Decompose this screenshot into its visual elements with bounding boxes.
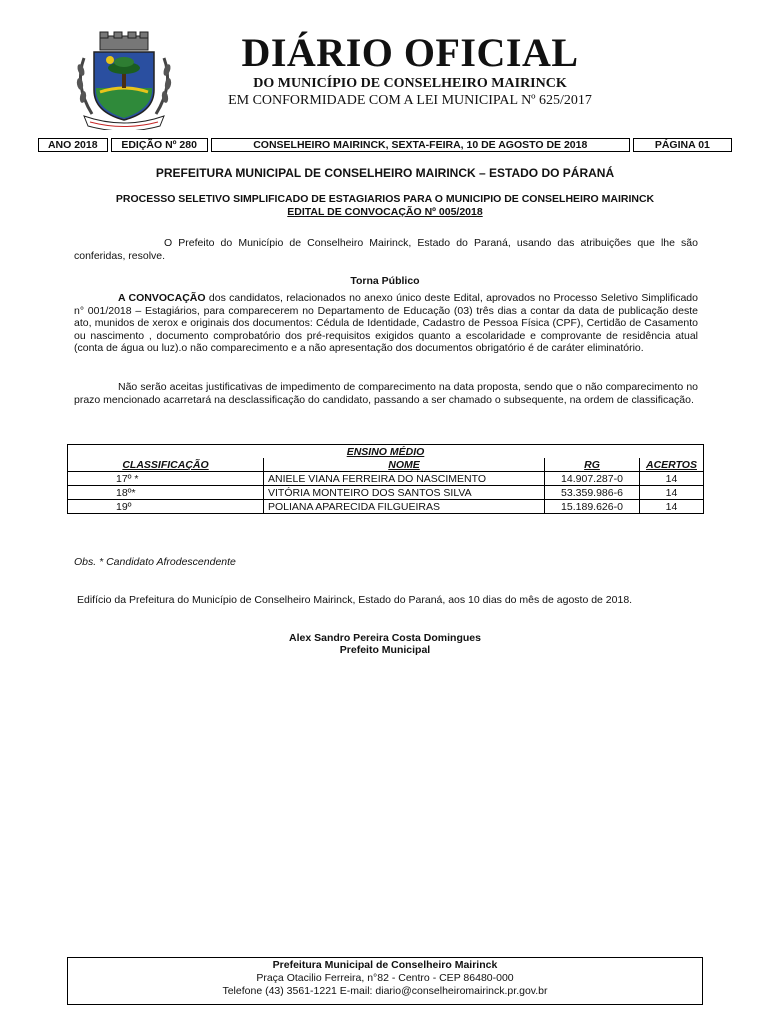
- process-title: PROCESSO SELETIVO SIMPLIFICADO DE ESTAGIARIOS PARA O MUNICIPIO DE CONSELHEIRO MAIRINCK: [115, 193, 655, 205]
- masthead: [200, 32, 620, 109]
- cell-acertos: 14: [640, 500, 704, 514]
- table-row: [68, 472, 704, 486]
- edition-info-bar: [38, 138, 732, 151]
- header-classificacao: CLASSIFICAÇÃO: [68, 458, 264, 472]
- edition-cell: EDIÇÃO Nº 280: [111, 138, 208, 152]
- candidates-table: [67, 444, 704, 514]
- cell-nome: ANIELE VIANA FERREIRA DO NASCIMENTO: [264, 472, 545, 486]
- footer-address: Praça Otacilio Ferreira, n°82 - Centro - CEP 86480-000: [256, 972, 514, 984]
- convocation-text: dos candidatos, relacionados no anexo único deste Edital, aprovados no Processo Seletivo Simplificado n° 001/2018 – Estagiários, para comparecerem no Departamento de Educação (03) três dias a contar da data de publicação deste ato, munidos de xerox e originais dos documentos: Cédula de Identidade, Cadastro de Pessoa Física (CPF), Certidão de Casamento ou nascimento , documento comprobatório dos pré-requisitos exigidos quanto a escolaridade e comprovante de residência atual (conta de água ou luz).o não comparecimento e a não apresentação dos documentos obrigatório é de caráter eliminatório.: [74, 292, 698, 355]
- newspaper-title: DIÁRIO OFICIAL: [241, 30, 579, 75]
- cell-classificacao: 18º*: [68, 486, 264, 500]
- header-nome: NOME: [264, 458, 545, 472]
- municipal-crest-icon: [70, 30, 178, 130]
- footer-box: [67, 957, 703, 1005]
- table-row: [68, 500, 704, 514]
- cell-rg: 53.359.986-6: [545, 486, 640, 500]
- cell-nome: POLIANA APARECIDA FILGUEIRAS: [264, 500, 545, 514]
- footer-contact: Telefone (43) 3561-1221 E-mail: diario@conselheiromairinck.pr.gov.br: [222, 985, 548, 997]
- signer-role: Prefeito Municipal: [339, 644, 431, 656]
- cell-acertos: 14: [640, 486, 704, 500]
- cell-rg: 15.189.626-0: [545, 500, 640, 514]
- year-cell: ANO 2018: [38, 138, 108, 152]
- header-acertos: ACERTOS: [640, 458, 704, 472]
- table-caption: ENSINO MÉDIO: [68, 445, 704, 459]
- place-date-cell: CONSELHEIRO MAIRINCK, SEXTA-FEIRA, 10 DE AGOSTO DE 2018: [211, 138, 630, 152]
- prefeitura-heading: PREFEITURA MUNICIPAL DE CONSELHEIRO MAIRINCK – ESTADO DO PÁRANÁ: [155, 166, 615, 180]
- table-row: [68, 486, 704, 500]
- cell-classificacao: 19º: [68, 500, 264, 514]
- convocation-paragraph: [74, 292, 698, 355]
- cell-nome: VITÓRIA MONTEIRO DOS SANTOS SILVA: [264, 486, 545, 500]
- cell-acertos: 14: [640, 472, 704, 486]
- page-cell: PÁGINA 01: [633, 138, 732, 152]
- torna-publico-heading: Torna Público: [350, 275, 420, 287]
- municipality-subtitle: DO MUNICÍPIO DE CONSELHEIRO MAIRINCK: [253, 76, 567, 91]
- observation-note: Obs. * Candidato Afrodescendente: [74, 556, 236, 568]
- signer-name: Alex Sandro Pereira Costa Domingues: [289, 632, 481, 644]
- justification-paragraph: Não serão aceitas justificativas de impedimento de comparecimento na data proposta, sendo que o não comparecimento no prazo mencionado acarretará na desclassificação do candidato, passando a ser chamado o subsequente, na ordem de classificação.: [74, 381, 698, 406]
- process-heading: [60, 193, 710, 219]
- cell-rg: 14.907.287-0: [545, 472, 640, 486]
- intro-paragraph: O Prefeito do Município de Conselheiro Mairinck, Estado do Paraná, usando das atribuições que lhe são conferidas, resolve.: [74, 237, 698, 262]
- footer-institution: Prefeitura Municipal de Conselheiro Mairinck: [272, 959, 498, 971]
- header-rg: RG: [545, 458, 640, 472]
- place-date-statement: Edifício da Prefeitura do Município de Conselheiro Mairinck, Estado do Paraná, aos 10 dias do mês de agosto de 2018.: [77, 594, 633, 606]
- law-reference: EM CONFORMIDADE COM A LEI MUNICIPAL Nº 625/2017: [228, 93, 592, 108]
- cell-classificacao: 17º *: [68, 472, 264, 486]
- edital-title: EDITAL DE CONVOCAÇÃO Nº 005/2018: [287, 206, 483, 218]
- convocation-lead: A CONVOCAÇÃO: [118, 292, 206, 304]
- signature-block: [0, 632, 770, 656]
